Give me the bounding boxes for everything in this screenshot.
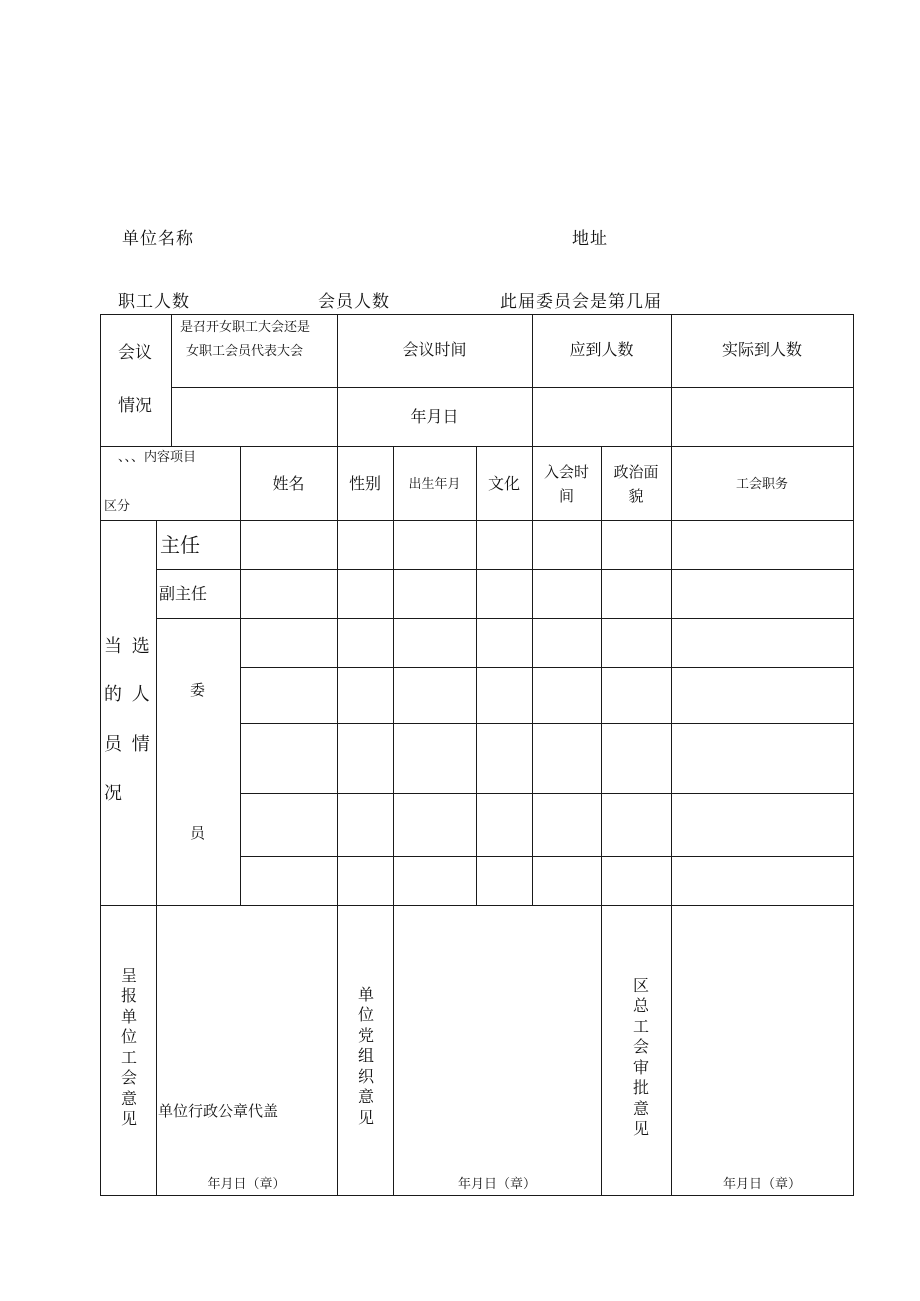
- elected-group-label-line1: 当 选: [104, 636, 152, 657]
- col-header-gender: 性别: [348, 474, 381, 493]
- row-label-deputy-director: 副主任: [159, 584, 208, 603]
- date-seal-district-union: 年月日（章）: [722, 1177, 801, 1192]
- address-label: 地址: [572, 229, 608, 249]
- meeting-row-label-1: 会议: [118, 343, 152, 363]
- meeting-type-question-line1: 是召开女职工大会还是: [180, 320, 311, 335]
- admin-seal-note: 单位行政公章代盖: [158, 1102, 279, 1120]
- elected-group-label-line2: 的 人: [104, 684, 152, 705]
- row-label-member-char-1: 委: [190, 681, 206, 699]
- elected-group-label-line4: 况: [104, 783, 124, 804]
- col-header-name: 姓名: [272, 474, 305, 493]
- member-count-label: 会员人数: [318, 292, 390, 312]
- expected-attendance-header: 应到人数: [569, 340, 634, 359]
- meeting-type-question-line2: 女职工会员代表大会: [186, 344, 304, 359]
- col-header-education: 文化: [487, 474, 520, 493]
- reporting-union-opinion: 呈报单位工会意见: [120, 966, 137, 1129]
- meeting-time-header: 会议时间: [402, 340, 467, 359]
- col-header-political-line2: 貌: [628, 487, 644, 505]
- row-label-member-char-2: 员: [190, 824, 206, 842]
- row-label-director: 主任: [160, 533, 200, 557]
- col-header-political-line1: 政治面: [613, 463, 659, 481]
- date-seal-reporting-unit: 年月日（章）: [207, 1177, 286, 1192]
- meeting-row-label-2: 情况: [118, 396, 152, 416]
- col-header-join-time-line2: 间: [558, 487, 574, 505]
- meeting-date-placeholder: 年月日: [410, 407, 459, 426]
- date-seal-party-org: 年月日（章）: [457, 1177, 536, 1192]
- col-header-birth: 出生年月: [408, 477, 461, 492]
- party-org-opinion: 单位党组织意见: [357, 985, 374, 1127]
- session-label: 此届委员会是第几届: [500, 292, 662, 312]
- elected-group-label-line3: 员 情: [104, 734, 152, 755]
- col-header-join-time-line1: 入会时: [543, 463, 589, 481]
- staff-count-label: 职工人数: [118, 292, 190, 312]
- unit-name-label: 单位名称: [122, 229, 194, 249]
- district-union-approval: 区总工会审批意见: [632, 976, 649, 1139]
- corner-header-category: 区分: [104, 499, 131, 514]
- actual-attendance-header: 实际到人数: [721, 340, 802, 359]
- corner-header-content: 、、、内容项目: [118, 450, 197, 465]
- col-header-union-post: 工会职务: [735, 477, 788, 492]
